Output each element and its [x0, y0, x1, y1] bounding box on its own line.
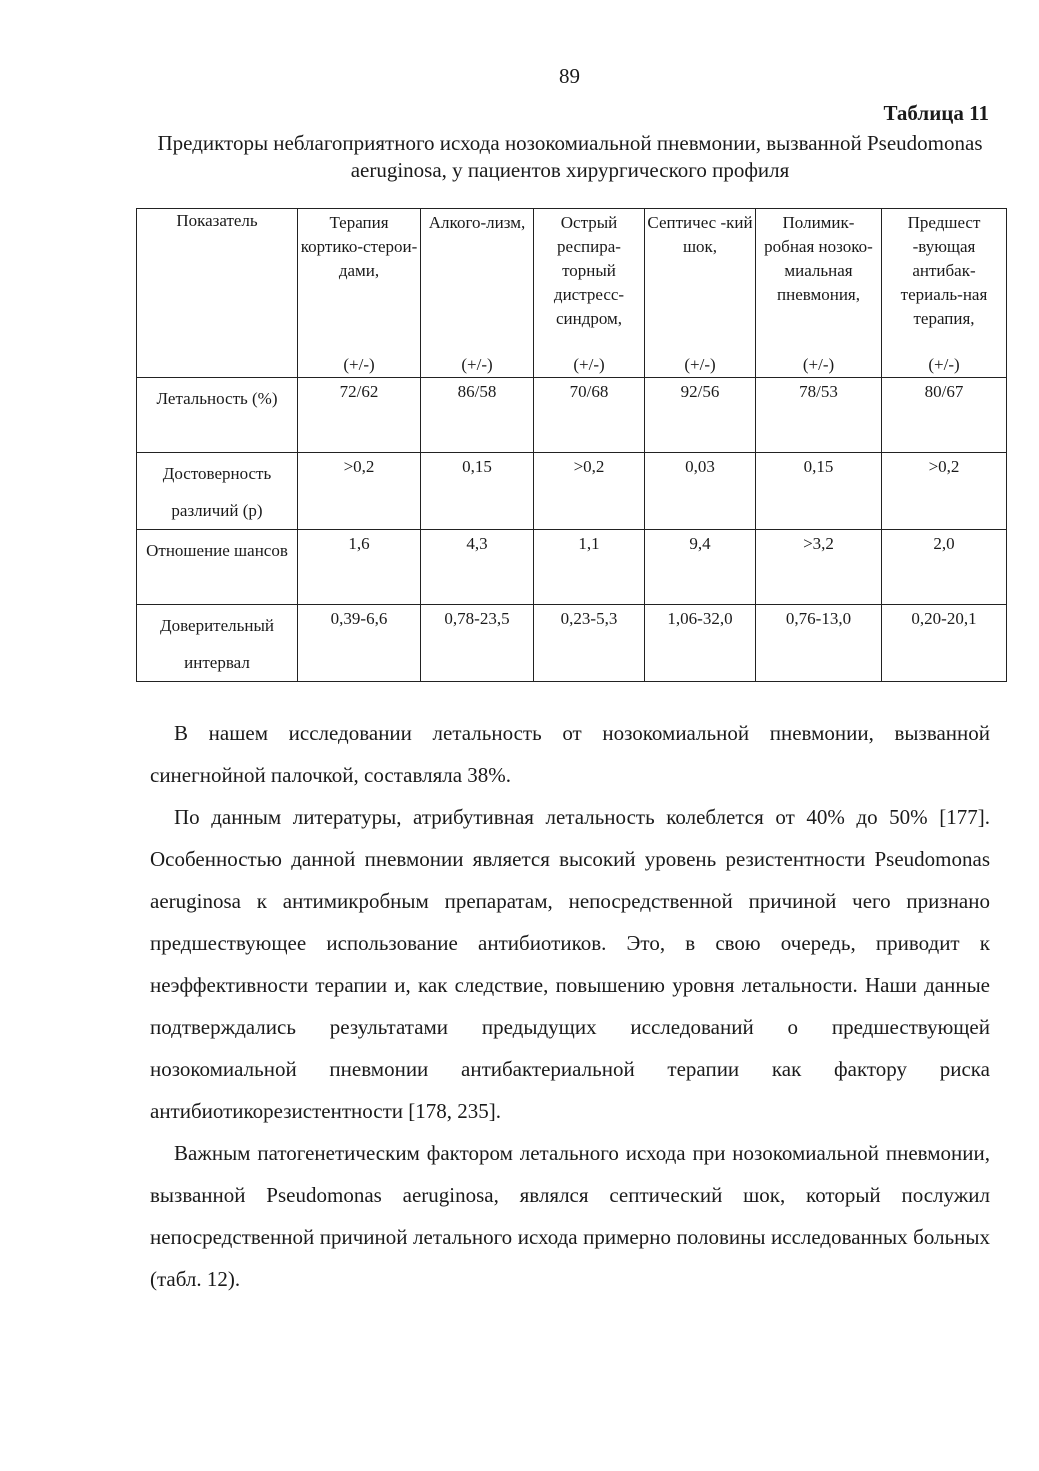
table-cell: >0,2 [298, 453, 421, 530]
table-row [137, 605, 1007, 682]
column-header [421, 209, 534, 378]
column-header [298, 209, 421, 378]
column-name: Терапия кортико-стерои-дами, [300, 213, 418, 280]
table-label: Таблица 11 [883, 101, 989, 125]
column-name: Септичес -кий шок, [647, 213, 753, 256]
table-cell: >3,2 [756, 530, 882, 605]
table-cell: 1,06-32,0 [645, 605, 756, 682]
table-cell: 1,6 [298, 530, 421, 605]
table-cell: 0,15 [421, 453, 534, 530]
table-row [137, 378, 1007, 453]
column-unit: (+/-) [802, 355, 835, 374]
table-cell: 86/58 [421, 378, 534, 453]
table-cell: >0,2 [882, 453, 1007, 530]
column-unit: (+/-) [461, 355, 493, 374]
table-cell: 78/53 [756, 378, 882, 453]
table-cell: 72/62 [298, 378, 421, 453]
table-cell: 80/67 [882, 378, 1007, 453]
column-header [534, 209, 645, 378]
row-label: Летальность (%) [137, 378, 298, 453]
table-row [137, 453, 1007, 530]
body-text [150, 712, 990, 1300]
table-cell: 0,78-23,5 [421, 605, 534, 682]
column-unit: (+/-) [343, 355, 375, 374]
table-cell: 2,0 [882, 530, 1007, 605]
table-cell: 9,4 [645, 530, 756, 605]
paragraph: Важным патогенетическим фактором летального исхода при нозокомиальной пневмонии, вызванной Pseudomonas aeruginosa, являлся септический шок, который послужил непосредственной причиной летального исхода примерно половины исследованных больных (табл. 12). [150, 1141, 990, 1291]
table-cell: 0,39-6,6 [298, 605, 421, 682]
paragraph: В нашем исследовании летальность от нозокомиальной пневмонии, вызванной синегнойной палочкой, составляла 38%. [150, 721, 990, 787]
table-cell: 70/68 [534, 378, 645, 453]
column-unit: (+/-) [573, 355, 605, 374]
table-cell: 92/56 [645, 378, 756, 453]
table-caption: Предикторы неблагоприятного исхода нозокомиальной пневмонии, вызванной Pseudomonas aeruginosa, у пациентов хирургического профиля [157, 131, 983, 182]
column-unit: (+/-) [928, 355, 960, 374]
table-row [137, 530, 1007, 605]
page-number: 89 [559, 64, 580, 88]
table-cell: 4,3 [421, 530, 534, 605]
table-cell: >0,2 [534, 453, 645, 530]
column-name: Алкого-лизм, [428, 213, 526, 232]
table-header-row [137, 209, 1007, 378]
table-cell: 0,76-13,0 [756, 605, 882, 682]
table-cell: 0,03 [645, 453, 756, 530]
column-header [756, 209, 882, 378]
row-label: Отношение шансов [137, 530, 298, 605]
column-name: Предшест -вующая антибак-териаль-ная терапия, [900, 213, 988, 328]
row-header-cell: Показатель [137, 209, 298, 378]
column-name: Полимик-робная нозоко-миальная пневмония, [764, 213, 873, 304]
table-cell: 0,20-20,1 [882, 605, 1007, 682]
column-header [882, 209, 1007, 378]
paragraph: По данным литературы, атрибутивная летальность колеблется от 40% до 50% [177]. Особенностью данной пневмонии является высокий уровень резистентности Pseudomonas aeruginosa к антимикробным препаратам, непосредственной причиной чего признано предшествующее использование антибиотиков. Это, в свою очередь, приводит к неэффективности терапии и, как следствие, повышению уровня летальности. Наши данные подтверждались результатами предыдущих исследований о предшествующей нозокомиальной пневмонии антибактериальной терапии как фактору риска антибиотикорезистентности [178, 235]. [150, 805, 990, 1123]
table-cell: 0,15 [756, 453, 882, 530]
column-header [645, 209, 756, 378]
predictors-table [136, 208, 1007, 682]
column-name: Острый респира-торный дистресс-синдром, [553, 213, 625, 328]
column-unit: (+/-) [684, 355, 716, 374]
row-label: Доверительный интервал [137, 605, 298, 682]
row-label: Достоверность различий (р) [137, 453, 298, 530]
table-cell: 0,23-5,3 [534, 605, 645, 682]
table-cell: 1,1 [534, 530, 645, 605]
